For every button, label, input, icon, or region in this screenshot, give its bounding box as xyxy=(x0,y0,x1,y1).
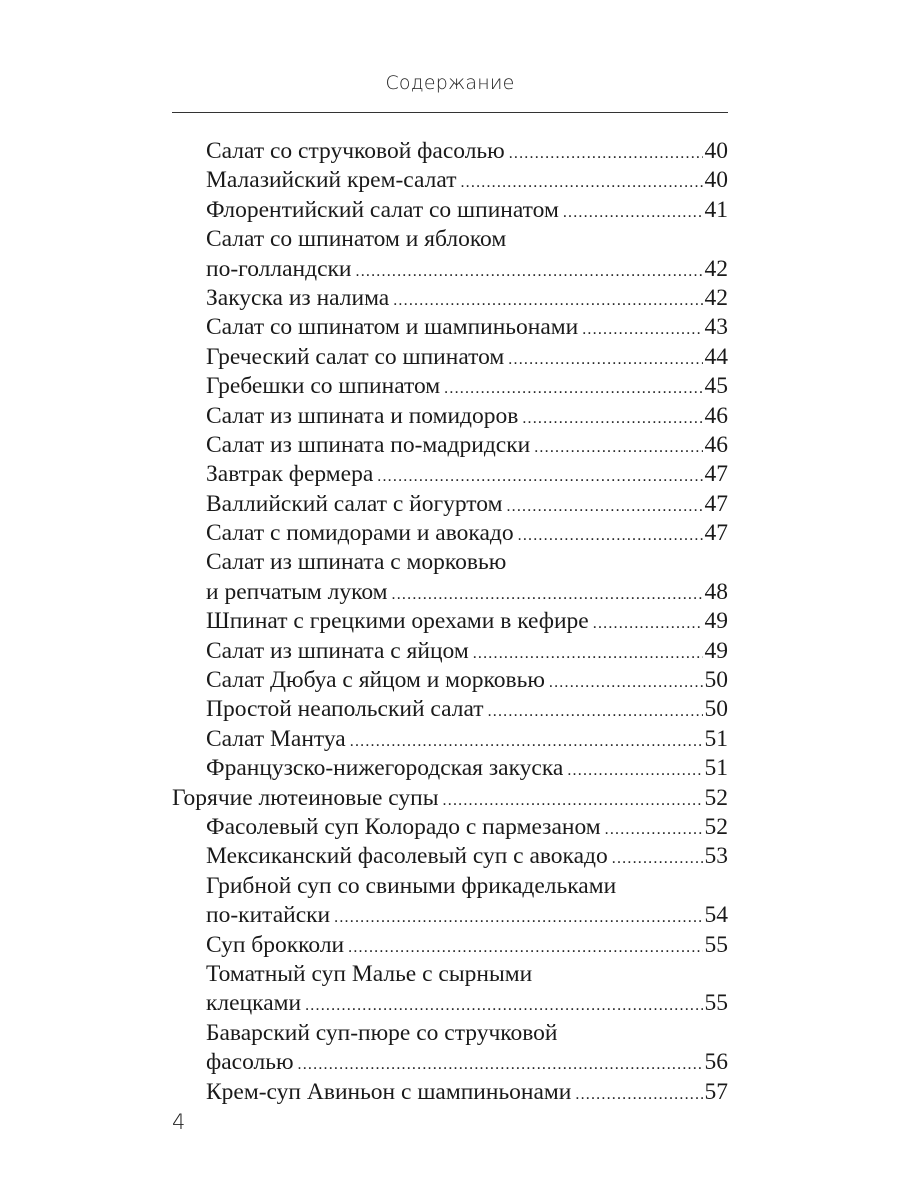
toc-entry-title: Французско-нижегородская закуска xyxy=(206,755,564,782)
toc-entry-line xyxy=(172,255,728,284)
toc-entry-title: Салат из шпината по-мадридски xyxy=(206,431,531,458)
toc-entry-title: Крем-суп Авиньон с шампиньонами xyxy=(206,1078,572,1105)
toc-page-number: 43 xyxy=(704,314,728,341)
toc-entry xyxy=(172,519,728,548)
table-of-contents xyxy=(172,137,728,1107)
toc-entry-line xyxy=(172,842,728,871)
toc-page-number: 44 xyxy=(704,343,728,370)
toc-entry-line xyxy=(172,519,728,548)
toc-entry-title: по-китайски xyxy=(206,902,331,929)
dot-leader xyxy=(534,433,702,462)
toc-entry-line xyxy=(172,284,728,313)
toc-entry-line xyxy=(172,313,728,342)
toc-entry-title: Горячие лютеиновые супы xyxy=(172,784,439,811)
toc-entry-title: Салат Мантуа xyxy=(206,725,346,752)
toc-page-number: 47 xyxy=(704,490,728,517)
toc-entry-title: и репчатым луком xyxy=(206,578,388,605)
toc-page-number: 57 xyxy=(704,1078,728,1105)
dot-leader xyxy=(298,1050,703,1079)
dot-leader xyxy=(522,404,702,433)
toc-entry xyxy=(172,548,728,607)
dot-leader xyxy=(393,286,702,315)
toc-page-number: 51 xyxy=(704,725,728,752)
toc-entry xyxy=(172,725,728,754)
dot-leader xyxy=(518,521,703,550)
dot-leader xyxy=(305,991,702,1020)
page-number: 4 xyxy=(172,1110,186,1134)
toc-entry-line xyxy=(172,1048,728,1077)
dot-leader xyxy=(444,374,702,403)
toc-page-number: 48 xyxy=(704,578,728,605)
toc-entry xyxy=(172,872,728,931)
toc-entry xyxy=(172,402,728,431)
toc-entry-title: Фасолевый суп Колорадо с пармезаном xyxy=(206,813,601,840)
toc-entry xyxy=(172,460,728,489)
toc-page-number: 40 xyxy=(704,138,728,164)
toc-entry-title: Суп брокколи xyxy=(206,931,345,958)
toc-entry-line xyxy=(172,813,728,842)
toc-entry-title-line1: Салат со шпинатом и яблоком xyxy=(206,226,507,253)
toc-entry-line xyxy=(172,901,728,930)
dot-leader xyxy=(612,844,703,873)
toc-entry-title: Салат Дюбуа с яйцом и морковью xyxy=(206,667,545,694)
toc-page-number: 53 xyxy=(704,843,728,870)
toc-entry-line xyxy=(172,196,728,225)
toc-entry-title: Закуска из налима xyxy=(206,284,390,311)
dot-leader xyxy=(460,168,702,197)
toc-entry xyxy=(172,313,728,342)
toc-entry xyxy=(172,196,728,225)
toc-entry xyxy=(172,372,728,401)
toc-entry-title: Салат из шпината и помидоров xyxy=(206,402,519,429)
toc-entry-title: Салат с помидорами и авокадо xyxy=(206,520,514,547)
toc-entry-title-line1: Грибной суп со свиными фрикадельками xyxy=(206,872,617,899)
toc-entry-title: Гребешки со шпинатом xyxy=(206,373,441,400)
toc-page-number: 47 xyxy=(704,461,728,488)
toc-entry xyxy=(172,431,728,460)
toc-entry-title: Простой неапольский салат xyxy=(206,696,484,723)
dot-leader xyxy=(392,580,703,609)
toc-entry-title: Салат из шпината с яйцом xyxy=(206,637,469,664)
toc-entry-line xyxy=(172,931,728,960)
toc-entry xyxy=(172,607,728,636)
toc-entry xyxy=(172,842,728,871)
dot-leader xyxy=(605,815,703,844)
toc-entry-title-line1: Баварский суп-пюре со стручковой xyxy=(206,1019,558,1046)
toc-section xyxy=(172,784,728,813)
dot-leader xyxy=(443,786,703,815)
toc-entry-title: по-голландски xyxy=(206,255,352,282)
dot-leader xyxy=(567,756,702,785)
dot-leader xyxy=(582,315,702,344)
toc-entry-line xyxy=(172,137,728,166)
toc-page-number: 46 xyxy=(704,431,728,458)
toc-entry-title: Малазийский крем-салат xyxy=(206,167,457,194)
toc-page-number: 47 xyxy=(704,520,728,547)
toc-entry xyxy=(172,931,728,960)
toc-entry xyxy=(172,225,728,284)
toc-entry-title: Валлийский салат с йогуртом xyxy=(206,490,503,517)
toc-page-number: 55 xyxy=(704,931,728,958)
toc-entry-title: Салат со стручковой фасолью xyxy=(206,138,505,164)
toc-page-number: 55 xyxy=(704,990,728,1017)
toc-entry-line xyxy=(172,637,728,666)
running-header: Содержание xyxy=(385,72,515,94)
toc-entry xyxy=(172,490,728,519)
toc-page-number: 41 xyxy=(704,196,728,223)
toc-page-number: 42 xyxy=(704,284,728,311)
toc-entry xyxy=(172,813,728,842)
toc-entry xyxy=(172,637,728,666)
dot-leader xyxy=(356,257,703,286)
dot-leader xyxy=(350,727,703,756)
toc-entry-line xyxy=(172,754,728,783)
toc-entry xyxy=(172,1078,728,1107)
toc-entry-line xyxy=(172,666,728,695)
dot-leader xyxy=(575,1080,702,1109)
toc-entry xyxy=(172,695,728,724)
dot-leader xyxy=(473,639,703,668)
toc-entry-title: Греческий салат со шпинатом xyxy=(206,343,505,370)
dot-leader xyxy=(488,697,703,726)
toc-page-number: 40 xyxy=(704,167,728,194)
toc-page-number: 49 xyxy=(704,637,728,664)
toc-entry-line xyxy=(172,607,728,636)
toc-entry-line xyxy=(172,431,728,460)
toc-entry-line xyxy=(172,989,728,1018)
dot-leader xyxy=(593,609,703,638)
toc-page-number: 46 xyxy=(704,402,728,429)
toc-entry xyxy=(172,166,728,195)
toc-entry-line xyxy=(172,343,728,372)
dot-leader xyxy=(563,198,703,227)
toc-page-number: 50 xyxy=(704,696,728,723)
toc-page-number: 51 xyxy=(704,755,728,782)
dot-leader xyxy=(509,139,703,168)
toc-entry xyxy=(172,137,728,166)
toc-page-number: 52 xyxy=(704,784,728,811)
toc-entry-line xyxy=(172,460,728,489)
toc-entry-line xyxy=(172,725,728,754)
dot-leader xyxy=(506,492,702,521)
toc-entry xyxy=(172,1019,728,1078)
toc-entry-line xyxy=(172,1078,728,1107)
toc-entry-line xyxy=(172,402,728,431)
toc-entry-title: Салат со шпинатом и шампиньонами xyxy=(206,314,579,341)
toc-entry-line xyxy=(172,695,728,724)
toc-entry-line xyxy=(172,784,728,813)
toc-entry-line xyxy=(172,372,728,401)
dot-leader xyxy=(377,462,702,491)
dot-leader xyxy=(334,903,702,932)
toc-entry xyxy=(172,343,728,372)
toc-entry-line xyxy=(172,578,728,607)
toc-entry-line xyxy=(172,490,728,519)
toc-page-number: 56 xyxy=(704,1049,728,1076)
toc-page-number: 52 xyxy=(704,813,728,840)
header-rule xyxy=(172,112,728,113)
dot-leader xyxy=(348,933,702,962)
toc-entry xyxy=(172,284,728,313)
toc-entry-title: Флорентийский салат со шпинатом xyxy=(206,196,559,223)
toc-page-number: 42 xyxy=(704,255,728,282)
toc-entry xyxy=(172,960,728,1019)
toc-page-number: 54 xyxy=(704,902,728,929)
toc-page-number: 49 xyxy=(704,608,728,635)
toc-entry-title-line1: Салат из шпината с морковью xyxy=(206,549,507,576)
toc-entry-title: клецками xyxy=(206,990,302,1017)
toc-entry-title: Шпинат с грецкими орехами в кефире xyxy=(206,608,589,635)
toc-page-number: 50 xyxy=(704,667,728,694)
toc-entry-title-line1: Томатный суп Малье с сырными xyxy=(206,960,533,987)
dot-leader xyxy=(508,345,702,374)
toc-entry xyxy=(172,666,728,695)
toc-page-number: 45 xyxy=(704,373,728,400)
toc-entry-line xyxy=(172,166,728,195)
toc-entry xyxy=(172,754,728,783)
toc-entry-title: Завтрак фермера xyxy=(206,461,374,488)
toc-entry-title: фасолью xyxy=(206,1049,294,1076)
toc-entry-title: Мексиканский фасолевый суп с авокадо xyxy=(206,843,608,870)
dot-leader xyxy=(549,668,703,697)
